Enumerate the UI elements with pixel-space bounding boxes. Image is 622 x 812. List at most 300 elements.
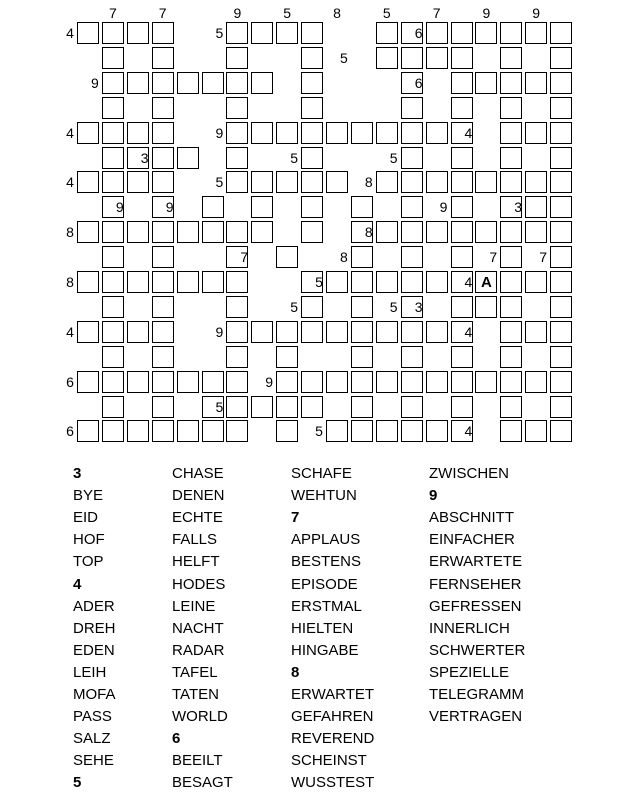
grid-cell[interactable] (326, 171, 348, 193)
word-length-number: 7 (539, 249, 547, 266)
grid-cell[interactable] (226, 47, 248, 69)
grid-cell[interactable] (326, 371, 348, 393)
grid-cell[interactable] (301, 321, 323, 343)
grid-cell[interactable] (152, 22, 174, 44)
grid-cell[interactable] (77, 122, 99, 144)
grid-cell[interactable] (102, 47, 124, 69)
word-list-item: INNERLICH (429, 619, 510, 637)
word-length-number: 3 (414, 298, 423, 315)
grid-cell[interactable] (351, 296, 373, 318)
grid-cell[interactable] (152, 246, 174, 268)
word-length-number: 3 (140, 149, 149, 166)
grid-cell[interactable] (525, 420, 547, 442)
word-length-number: 4 (66, 174, 74, 191)
grid-cell[interactable] (301, 97, 323, 119)
grid-cell[interactable] (500, 321, 522, 343)
grid-cell[interactable] (102, 171, 124, 193)
word-length-number: 5 (315, 274, 323, 290)
word-list-item: CHASE (172, 465, 224, 482)
grid-cell[interactable] (351, 246, 373, 268)
word-list-item: BEEILT (172, 752, 223, 770)
grid-cell[interactable] (301, 196, 323, 218)
word-list-item: WORLD (172, 708, 228, 726)
grid-cell[interactable] (301, 47, 323, 69)
grid-cell[interactable] (525, 22, 547, 44)
grid-cell[interactable] (401, 97, 423, 119)
grid-cell[interactable] (525, 171, 547, 193)
grid-cell[interactable] (226, 221, 248, 243)
grid-cell[interactable] (550, 97, 572, 119)
grid-cell[interactable] (276, 346, 298, 368)
grid-cell[interactable] (102, 246, 124, 268)
grid-cell[interactable] (276, 122, 298, 144)
word-length-number: 5 (339, 49, 348, 66)
word-list-item: PASS (73, 708, 112, 726)
grid-cell[interactable] (276, 371, 298, 393)
grid-cell[interactable] (152, 171, 174, 193)
word-length-number: 7 (240, 249, 249, 266)
grid-cell[interactable] (326, 420, 348, 442)
grid-cell[interactable] (251, 72, 273, 94)
grid-cell[interactable] (226, 271, 248, 293)
grid-cell[interactable] (426, 271, 448, 293)
word-list-item: DENEN (172, 487, 225, 505)
grid-cell[interactable] (77, 22, 99, 44)
word-list-item: ABSCHNITT (429, 509, 515, 527)
grid-cell[interactable] (351, 420, 373, 442)
word-list-item: MOFA (73, 686, 116, 703)
word-list-item: GEFRESSEN (429, 597, 522, 615)
grid-cell[interactable] (451, 396, 473, 418)
grid-cell[interactable] (550, 346, 572, 368)
grid-cell[interactable] (401, 396, 423, 418)
word-list-item: LEINE (172, 597, 216, 615)
grid-cell[interactable] (177, 420, 199, 442)
grid-cell[interactable] (550, 271, 572, 293)
word-length-number: 9 (115, 199, 124, 216)
grid-cell[interactable] (127, 371, 149, 393)
grid-cell[interactable] (500, 97, 522, 119)
word-length-heading: 4 (73, 575, 82, 593)
grid-cell[interactable] (500, 122, 522, 144)
grid-cell[interactable] (451, 371, 473, 393)
grid-cell[interactable] (500, 346, 522, 368)
grid-cell[interactable] (226, 147, 248, 169)
word-length-number: 9 (215, 323, 224, 340)
grid-cell[interactable] (77, 321, 99, 343)
grid-cell[interactable] (251, 321, 273, 343)
word-list-item: EPISODE (291, 575, 358, 593)
grid-cell[interactable] (301, 72, 323, 94)
word-length-number: 8 (339, 249, 348, 266)
word-list-item: WUSSTEST (291, 774, 375, 792)
grid-cell[interactable] (152, 122, 174, 144)
grid-cell[interactable] (475, 221, 497, 243)
grid-cell[interactable] (401, 196, 423, 218)
word-length-number: 9 (165, 199, 174, 216)
grid-cell[interactable] (376, 171, 398, 193)
grid-cell[interactable] (102, 147, 124, 169)
grid-cell[interactable] (226, 22, 248, 44)
word-list-item: ADER (73, 597, 115, 615)
word-list-item: SEHE (73, 752, 114, 770)
grid-cell[interactable] (226, 420, 248, 442)
grid-cell[interactable] (376, 47, 398, 69)
grid-cell[interactable] (226, 72, 248, 94)
word-length-number: 7 (489, 249, 498, 266)
grid-cell[interactable] (301, 147, 323, 169)
grid-cell[interactable] (401, 221, 423, 243)
grid-cell[interactable] (451, 296, 473, 318)
grid-cell[interactable] (202, 420, 224, 442)
grid-cell[interactable] (451, 97, 473, 119)
grid-cell[interactable] (426, 321, 448, 343)
word-length-number: 6 (414, 74, 423, 91)
grid-cell[interactable] (525, 371, 547, 393)
grid-cell[interactable] (276, 321, 298, 343)
grid-cell[interactable] (500, 271, 522, 293)
grid-cell[interactable] (152, 221, 174, 243)
grid-cell[interactable] (127, 420, 149, 442)
grid-cell[interactable] (226, 97, 248, 119)
word-length-number: 8 (333, 5, 341, 21)
word-list-item: SCHEINST (291, 752, 367, 770)
grid-cell[interactable] (525, 221, 547, 243)
grid-cell[interactable] (301, 396, 323, 418)
word-list-item: EINFACHER (429, 531, 515, 549)
grid-cell[interactable] (550, 122, 572, 144)
grid-cell[interactable] (152, 72, 174, 94)
grid-cell[interactable] (451, 196, 473, 218)
word-list-item: SALZ (73, 730, 111, 748)
grid-cell[interactable] (351, 271, 373, 293)
grid-cell[interactable] (102, 22, 124, 44)
word-list-item: WEHTUN (291, 487, 357, 505)
grid-cell[interactable] (451, 47, 473, 69)
word-length-heading: 9 (429, 487, 438, 505)
grid-cell[interactable] (177, 147, 199, 169)
word-list-item: NACHT (172, 619, 224, 637)
word-list-item: FALLS (172, 531, 218, 549)
grid-cell[interactable] (301, 371, 323, 393)
grid-cell[interactable] (451, 246, 473, 268)
grid-cell[interactable] (77, 171, 99, 193)
grid-cell[interactable] (500, 72, 522, 94)
grid-cell[interactable] (475, 72, 497, 94)
grid-cell[interactable] (127, 321, 149, 343)
grid-cell[interactable] (401, 122, 423, 144)
grid-cell[interactable] (177, 271, 199, 293)
grid-cell[interactable] (550, 371, 572, 393)
word-length-number: 9 (233, 5, 242, 21)
grid-cell[interactable] (401, 47, 423, 69)
word-list-item: ERWARTET (291, 686, 375, 703)
grid-cell[interactable] (152, 147, 174, 169)
grid-cell[interactable] (127, 72, 149, 94)
grid-cell[interactable] (326, 321, 348, 343)
grid-cell[interactable] (550, 221, 572, 243)
grid-cell[interactable] (276, 171, 298, 193)
grid-cell[interactable] (226, 171, 248, 193)
grid-cell[interactable] (550, 72, 572, 94)
grid-cell[interactable] (426, 371, 448, 393)
grid-cell[interactable] (102, 122, 124, 144)
grid-cell[interactable] (351, 122, 373, 144)
grid-cell[interactable] (451, 346, 473, 368)
grid-cell[interactable] (326, 122, 348, 144)
grid-cell[interactable] (426, 221, 448, 243)
word-list-item: TATEN (172, 686, 219, 703)
grid-cell[interactable] (152, 396, 174, 418)
grid-cell[interactable] (127, 271, 149, 293)
word-length-number: 9 (265, 373, 274, 390)
grid-cell[interactable] (550, 171, 572, 193)
grid-cell[interactable] (550, 396, 572, 418)
grid-cell[interactable] (376, 371, 398, 393)
word-length-number: 4 (66, 323, 74, 340)
word-list-item: ERWARTETE (429, 553, 523, 571)
grid-cell[interactable] (401, 321, 423, 343)
grid-cell[interactable] (301, 22, 323, 44)
grid-cell[interactable] (525, 271, 547, 293)
grid-cell[interactable] (276, 420, 298, 442)
word-list-item: BYE (73, 487, 104, 505)
grid-cell[interactable] (550, 246, 572, 268)
grid-cell[interactable] (251, 122, 273, 144)
word-list-item: SPEZIELLE (429, 663, 510, 681)
word-list-item: ERSTMAL (291, 597, 362, 615)
word-length-number: 7 (158, 5, 167, 21)
grid-cell[interactable] (127, 122, 149, 144)
word-length-number: 5 (290, 298, 298, 315)
word-length-number: 5 (283, 5, 292, 21)
grid-cell[interactable] (77, 271, 99, 293)
grid-cell[interactable] (301, 171, 323, 193)
grid-cell[interactable] (426, 171, 448, 193)
word-list-item: RADAR (172, 641, 225, 659)
word-list-item: EID (73, 509, 99, 527)
word-length-number: 8 (66, 224, 74, 241)
word-length-number: 5 (215, 398, 224, 415)
grid-cell[interactable] (202, 221, 224, 243)
grid-cell[interactable] (102, 396, 124, 418)
grid-cell[interactable] (152, 420, 174, 442)
grid-cell[interactable] (102, 371, 124, 393)
grid-cell[interactable] (426, 47, 448, 69)
grid-cell[interactable] (102, 346, 124, 368)
word-list-item: TAFEL (172, 663, 218, 681)
grid-cell[interactable] (451, 147, 473, 169)
grid-cell[interactable] (525, 196, 547, 218)
word-length-heading: 3 (73, 465, 82, 482)
grid-cell[interactable] (475, 296, 497, 318)
grid-cell[interactable] (475, 171, 497, 193)
grid-cell[interactable] (351, 371, 373, 393)
grid-cell[interactable] (202, 371, 224, 393)
grid-cell[interactable] (500, 171, 522, 193)
grid-cell[interactable] (152, 271, 174, 293)
grid-cell[interactable] (152, 296, 174, 318)
grid-cell[interactable] (426, 420, 448, 442)
word-length-number: 4 (66, 124, 74, 141)
grid-cell[interactable] (77, 420, 99, 442)
grid-cell[interactable] (500, 246, 522, 268)
grid-cell[interactable] (500, 221, 522, 243)
word-length-number: 4 (464, 274, 473, 290)
grid-cell[interactable] (77, 221, 99, 243)
word-list-item: SCHAFE (291, 465, 352, 482)
grid-cell[interactable] (102, 296, 124, 318)
grid-cell[interactable] (102, 97, 124, 119)
word-list-item: ECHTE (172, 509, 223, 527)
grid-cell[interactable] (102, 271, 124, 293)
grid-cell[interactable] (276, 22, 298, 44)
word-length-number: 6 (66, 373, 74, 390)
word-list-item: TELEGRAMM (429, 686, 525, 703)
grid-cell[interactable] (500, 47, 522, 69)
word-length-number: 5 (215, 174, 224, 191)
grid-cell[interactable] (351, 346, 373, 368)
word-length-heading: 6 (172, 730, 181, 748)
grid-cell[interactable] (376, 321, 398, 343)
grid-cell[interactable] (152, 346, 174, 368)
grid-cell[interactable] (351, 196, 373, 218)
grid-cell[interactable] (301, 296, 323, 318)
grid-cell[interactable] (152, 321, 174, 343)
grid-cell[interactable] (251, 171, 273, 193)
word-length-number: 4 (464, 124, 473, 141)
word-list-item: SCHWERTER (429, 641, 526, 659)
grid-cell[interactable] (177, 72, 199, 94)
grid-cell[interactable] (251, 221, 273, 243)
grid-cell[interactable] (102, 72, 124, 94)
grid-cell[interactable] (301, 122, 323, 144)
grid-cell[interactable] (550, 147, 572, 169)
grid-cell[interactable] (102, 321, 124, 343)
grid-cell[interactable] (226, 122, 248, 144)
grid-cell[interactable] (376, 22, 398, 44)
word-length-number: 7 (432, 5, 441, 21)
grid-cell[interactable] (152, 371, 174, 393)
grid-cell[interactable] (376, 221, 398, 243)
word-list-item: LEIH (73, 663, 107, 681)
grid-cell[interactable]: A (475, 271, 497, 293)
grid-cell[interactable] (500, 396, 522, 418)
grid-cell[interactable] (451, 22, 473, 44)
grid-cell[interactable] (251, 22, 273, 44)
grid-cell[interactable] (152, 47, 174, 69)
grid-cell[interactable] (401, 271, 423, 293)
grid-cell[interactable] (401, 147, 423, 169)
word-length-number: 5 (389, 149, 398, 166)
grid-cell[interactable] (77, 371, 99, 393)
grid-cell[interactable] (550, 22, 572, 44)
grid-cell[interactable] (475, 22, 497, 44)
grid-cell[interactable] (226, 396, 248, 418)
grid-cell[interactable] (351, 321, 373, 343)
grid-cell[interactable] (177, 221, 199, 243)
word-list-item: ZWISCHEN (429, 465, 509, 482)
word-list-item: EDEN (73, 641, 115, 659)
grid-cell[interactable] (401, 420, 423, 442)
grid-cell[interactable] (426, 122, 448, 144)
grid-cell[interactable] (376, 122, 398, 144)
grid-cell[interactable] (451, 221, 473, 243)
word-list-item: REVEREND (291, 730, 375, 748)
grid-cell[interactable] (426, 22, 448, 44)
word-list-item: HELFT (172, 553, 220, 571)
grid-cell[interactable] (475, 371, 497, 393)
grid-cell[interactable] (500, 147, 522, 169)
grid-cell[interactable] (276, 246, 298, 268)
grid-cell[interactable] (351, 396, 373, 418)
grid-cell[interactable] (550, 296, 572, 318)
grid-cell[interactable] (550, 196, 572, 218)
word-list-item: HINGABE (291, 641, 359, 659)
grid-cell[interactable] (401, 171, 423, 193)
grid-cell[interactable] (251, 396, 273, 418)
grid-cell[interactable] (127, 22, 149, 44)
word-list (0, 460, 622, 810)
grid-cell[interactable] (401, 246, 423, 268)
grid-cell[interactable] (152, 97, 174, 119)
word-list-item: FERNSEHER (429, 575, 522, 593)
grid-cell[interactable] (202, 271, 224, 293)
grid-cell[interactable] (550, 47, 572, 69)
grid-cell[interactable] (500, 22, 522, 44)
grid-cell[interactable] (401, 371, 423, 393)
grid-cell[interactable] (326, 271, 348, 293)
grid-cell[interactable] (500, 371, 522, 393)
grid-cell[interactable] (376, 420, 398, 442)
grid-cell[interactable] (376, 271, 398, 293)
word-length-number: 4 (464, 423, 473, 440)
word-length-number: 9 (482, 5, 491, 21)
grid-cell[interactable] (127, 171, 149, 193)
grid-cell[interactable] (177, 371, 199, 393)
grid-cell[interactable] (251, 196, 273, 218)
grid-cell[interactable] (226, 296, 248, 318)
grid-cell[interactable] (550, 321, 572, 343)
word-length-number: 9 (532, 5, 541, 21)
grid-cell[interactable] (226, 321, 248, 343)
word-length-number: 8 (364, 174, 373, 191)
grid-cell[interactable] (202, 72, 224, 94)
grid-cell[interactable] (525, 72, 547, 94)
grid-cell[interactable] (525, 122, 547, 144)
grid-cell[interactable] (301, 221, 323, 243)
word-list-item: HIELTEN (291, 619, 354, 637)
word-list-item: BESTENS (291, 553, 362, 571)
word-length-heading: 8 (291, 663, 300, 681)
grid-cell[interactable] (451, 171, 473, 193)
grid-cell[interactable] (525, 321, 547, 343)
word-length-number: 5 (215, 25, 224, 41)
grid-cell[interactable] (102, 221, 124, 243)
grid-cell[interactable] (102, 420, 124, 442)
grid-cell[interactable] (127, 221, 149, 243)
grid-cell[interactable] (401, 346, 423, 368)
word-length-number: 5 (389, 298, 398, 315)
grid-cell[interactable] (500, 420, 522, 442)
grid-cell[interactable] (500, 296, 522, 318)
grid-cell[interactable] (451, 72, 473, 94)
grid-cell[interactable] (226, 346, 248, 368)
grid-cell[interactable] (276, 396, 298, 418)
grid-cell[interactable] (226, 371, 248, 393)
grid-cell[interactable] (550, 420, 572, 442)
grid-cell[interactable] (202, 196, 224, 218)
